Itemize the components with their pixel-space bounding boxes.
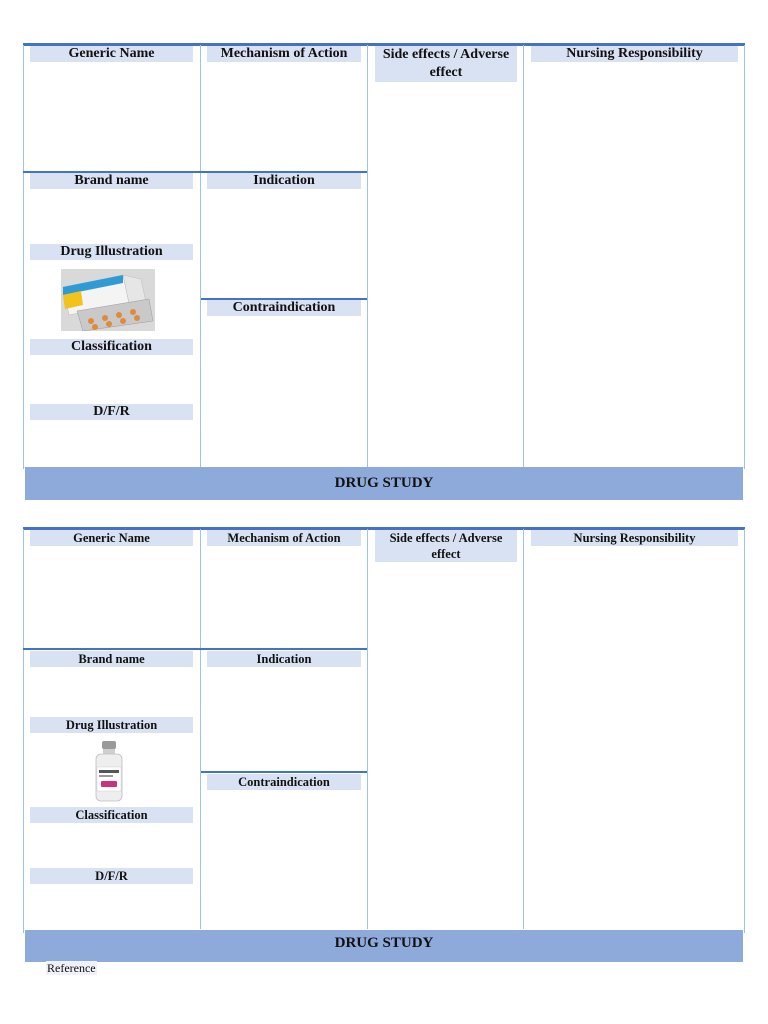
- column-divider: [200, 45, 201, 467]
- column-divider: [23, 45, 24, 469]
- indication-label: Indication: [207, 173, 361, 189]
- dfr-label: D/F/R: [30, 404, 193, 420]
- column-divider: [744, 45, 745, 469]
- row-divider: [201, 771, 367, 773]
- nursing-responsibility-label: Nursing Responsibility: [531, 46, 738, 62]
- column-divider: [523, 45, 524, 467]
- nursing-responsibility-label: Nursing Responsibility: [531, 530, 738, 546]
- column-divider: [523, 529, 524, 929]
- classification-label: Classification: [30, 339, 193, 355]
- drug-study-table-1: [23, 43, 745, 500]
- tablet-box-image: [61, 269, 155, 331]
- vial-image: [93, 741, 125, 803]
- column-divider: [23, 529, 24, 933]
- contraindication-label: Contraindication: [207, 774, 361, 790]
- side-effects-label: Side effects / Adverse effect: [375, 46, 517, 82]
- dfr-label: D/F/R: [30, 868, 193, 884]
- drug-study-banner: DRUG STUDY: [25, 467, 743, 500]
- drug-study-table-2: [23, 527, 745, 962]
- contraindication-label: Contraindication: [207, 300, 361, 316]
- generic-name-label: Generic Name: [30, 46, 193, 62]
- column-divider: [367, 45, 368, 467]
- column-divider: [200, 529, 201, 929]
- classification-label: Classification: [30, 807, 193, 823]
- drug-study-banner: DRUG STUDY: [25, 930, 743, 962]
- generic-name-label: Generic Name: [30, 530, 193, 546]
- column-divider: [367, 529, 368, 929]
- column-divider: [744, 529, 745, 933]
- side-effects-label: Side effects / Adverse effect: [375, 530, 517, 562]
- row-divider: [23, 648, 367, 650]
- indication-label: Indication: [207, 651, 361, 667]
- drug-illustration-label: Drug Illustration: [30, 717, 193, 733]
- drug-illustration-label: Drug Illustration: [30, 244, 193, 260]
- reference-label: Reference: [47, 961, 96, 975]
- brand-name-label: Brand name: [30, 651, 193, 667]
- mechanism-of-action-label: Mechanism of Action: [207, 530, 361, 546]
- brand-name-label: Brand name: [30, 173, 193, 189]
- mechanism-of-action-label: Mechanism of Action: [207, 46, 361, 62]
